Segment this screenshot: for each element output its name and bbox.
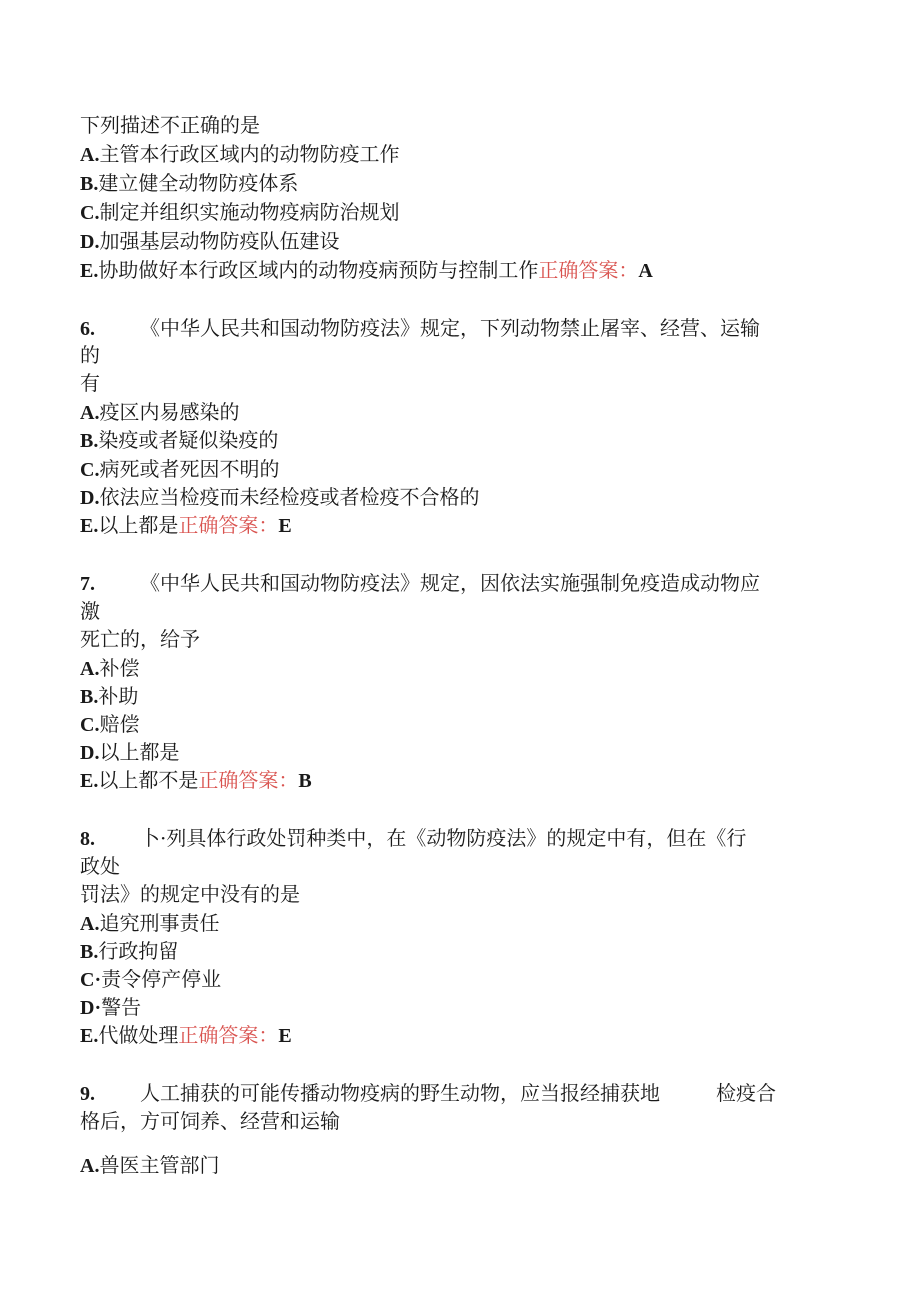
q7-option-b (80, 682, 138, 711)
q5-option-d (80, 227, 339, 256)
answer-label: 正确答案： (178, 513, 279, 537)
question-stem: 《中华人民共和国动物防疫法》规定，下列动物禁止屠宰、经营、运输 (140, 316, 760, 340)
option-text: 加强基层动物防疫队伍建设 (99, 229, 340, 253)
q9-stem-line2: 格后，方可饲养、经营和运输 (80, 1109, 340, 1133)
answer-label: 正确答案： (198, 768, 299, 792)
option-text: 制定并组织实施动物疫病防治规划 (99, 200, 400, 224)
q6-option-c (80, 455, 279, 484)
q5-option-b (80, 169, 298, 198)
option-text: 协助做好本行政区域内的动物疫病预防与控制工作 (98, 258, 539, 282)
option-letter: E. (80, 770, 99, 792)
option-letter: B. (80, 686, 99, 708)
q6-option-a (80, 398, 239, 427)
answer-value: B (298, 770, 312, 792)
option-text: 行政拘留 (98, 939, 179, 963)
option-letter: B. (80, 430, 99, 452)
q7-stem-line2: 激 (80, 599, 100, 623)
q5-option-e (80, 256, 653, 285)
answer-value: E (278, 1025, 292, 1047)
option-letter: A. (80, 402, 100, 424)
q6-stem-line1 (80, 314, 760, 343)
q8-option-a (80, 909, 219, 938)
q8-stem-line2: 政处 (80, 854, 120, 878)
option-text: 补偿 (99, 656, 140, 680)
option-letter: A. (80, 913, 100, 935)
option-text: 依法应当检疫而未经检疫或者检疫不合格的 (99, 485, 480, 509)
option-letter: D. (80, 742, 100, 764)
q6-stem-line3: 有 (80, 371, 100, 395)
q7-option-a (80, 654, 139, 683)
option-letter: B. (80, 941, 99, 963)
q7-option-e (80, 766, 312, 795)
question-stem-continued: 检疫合 (716, 1081, 776, 1105)
question-number: 7. (80, 573, 95, 595)
option-text: 疫区内易感染的 (99, 400, 240, 424)
answer-value: A (638, 260, 653, 282)
q7-option-d (80, 738, 179, 767)
q6-option-b (80, 426, 278, 455)
option-text: 补助 (98, 684, 139, 708)
question-stem: 人工捕获的可能传播动物疫病的野生动物，应当报经捕获地 (140, 1081, 660, 1105)
option-letter: D. (80, 487, 100, 509)
q7-stem-line3: 死亡的，给予 (80, 627, 200, 651)
option-text: 代做处理 (98, 1023, 179, 1047)
q5-option-a (80, 140, 399, 169)
option-text: 染疫或者疑似染疫的 (98, 428, 279, 452)
q8-option-c (80, 965, 221, 994)
option-text: 赔偿 (99, 712, 140, 736)
option-letter: C. (80, 459, 100, 481)
option-letter: D· (80, 997, 102, 1019)
option-text: 建立健全动物防疫体系 (98, 171, 299, 195)
q6-stem-line2: 的 (80, 343, 100, 367)
q6-option-d (80, 483, 479, 512)
q8-option-e (80, 1021, 292, 1050)
option-text: 兽医主管部门 (99, 1153, 220, 1177)
option-text: 主管本行政区域内的动物防疫工作 (99, 142, 400, 166)
option-text: 以上都不是 (98, 768, 199, 792)
q9-stem-line1 (80, 1079, 776, 1108)
q7-stem-line1 (80, 569, 760, 598)
q8-option-d (80, 993, 141, 1022)
option-text: 责令停产停业 (101, 967, 222, 991)
q8-option-b (80, 937, 178, 966)
q6-option-e (80, 511, 292, 540)
option-letter: B. (80, 173, 99, 195)
option-text: 以上都是 (98, 513, 179, 537)
q9-option-a (80, 1151, 219, 1180)
option-letter: A. (80, 144, 100, 166)
option-letter: E. (80, 260, 99, 282)
q7-option-c (80, 710, 139, 739)
q8-stem-line1 (80, 824, 746, 853)
option-text: 追究刑事责任 (99, 911, 220, 935)
question-stem: 卜·列具体行政处罚种类中，在《动物防疫法》的规定中有，但在《行 (140, 826, 747, 850)
option-letter: D. (80, 231, 100, 253)
answer-label: 正确答案： (538, 258, 639, 282)
option-text: 以上都是 (99, 740, 180, 764)
answer-label: 正确答案： (178, 1023, 279, 1047)
q5-option-c (80, 198, 399, 227)
option-letter: C. (80, 714, 100, 736)
answer-value: E (278, 515, 292, 537)
option-letter: C· (80, 969, 102, 991)
question-number: 6. (80, 318, 95, 340)
option-letter: E. (80, 1025, 99, 1047)
question-stem: 《中华人民共和国动物防疫法》规定，因依法实施强制免疫造成动物应 (140, 571, 760, 595)
option-letter: A. (80, 1155, 100, 1177)
question-number: 9. (80, 1083, 95, 1105)
option-text: 警告 (101, 995, 142, 1019)
question-number: 8. (80, 828, 95, 850)
option-letter: A. (80, 658, 100, 680)
q8-stem-line3: 罚法》的规定中没有的是 (80, 882, 300, 906)
option-letter: E. (80, 515, 99, 537)
option-letter: C. (80, 202, 100, 224)
option-text: 病死或者死因不明的 (99, 457, 280, 481)
q5-stem-tail: 下列描述不正确的是 (80, 113, 260, 137)
